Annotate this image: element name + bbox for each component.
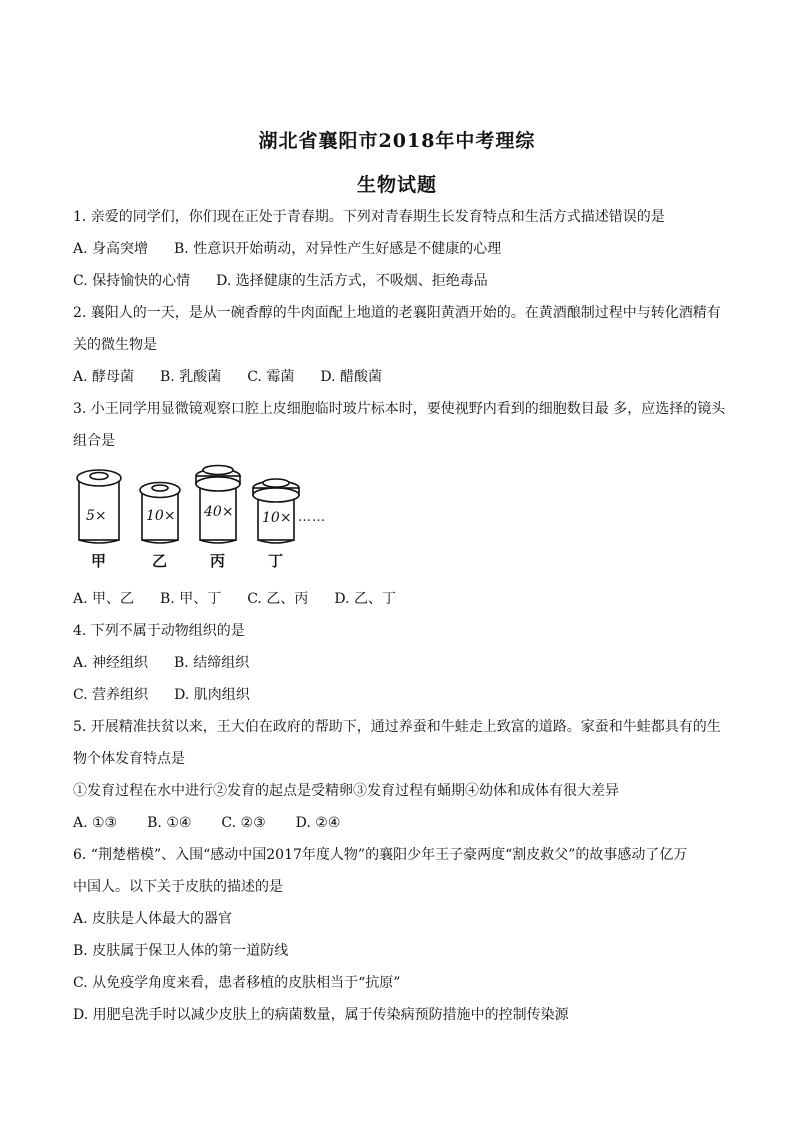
question-6-stem-line-2: 中国人。以下关于皮肤的描述的是 bbox=[73, 879, 283, 895]
q3-option-d: D. 乙、丁 bbox=[334, 591, 396, 607]
question-4-stem: 4. 下列不属于动物组织的是 bbox=[73, 623, 245, 639]
lens-ding-mag: 10× bbox=[262, 510, 292, 526]
question-5-stem-line-1: 5. 开展精准扶贫以来，王大伯在政府的帮助下，通过养蚕和牛蛙走上致富的道路。家蚕和牛蛙都具有的生 bbox=[73, 719, 721, 735]
q6-option-a: A. 皮肤是人体最大的器官 bbox=[73, 911, 233, 927]
lens-bing-mag: 40× bbox=[204, 504, 234, 520]
q4-option-a: A. 神经组织 bbox=[73, 655, 149, 671]
question-6-stem-line-1: 6. “荆楚楷模”、入围“感动中国2017年度人物”的襄阳少年王子豪两度“割皮救父”的故事感动了亿万 bbox=[73, 847, 688, 863]
question-3-options bbox=[73, 590, 733, 608]
question-5-stem-line-2: 物个体发育特点是 bbox=[73, 751, 185, 767]
lens-jia-label: 甲 bbox=[91, 552, 107, 570]
q2-option-c: C. 霉菌 bbox=[247, 369, 295, 385]
lens-jia-mag: 5× bbox=[86, 508, 107, 524]
question-2-options bbox=[73, 368, 733, 386]
q2-option-d: D. 醋酸菌 bbox=[320, 369, 382, 385]
q1-option-b: B. 性意识开始萌动，对异性产生好感是不健康的心理 bbox=[174, 241, 502, 257]
question-5-options bbox=[73, 814, 733, 832]
q4-option-b: B. 结缔组织 bbox=[174, 655, 250, 671]
q6-option-c: C. 从免疫学角度来看，患者移植的皮肤相当于“抗原” bbox=[73, 975, 401, 991]
q5-option-a: A. ①③ bbox=[73, 815, 118, 831]
question-4-options-row-1 bbox=[73, 654, 733, 672]
question-1-options-row-2 bbox=[73, 272, 733, 290]
q6-option-d: D. 用肥皂洗手时以减少皮肤上的病菌数量，属于传染病预防措施中的控制传染源 bbox=[73, 1007, 569, 1023]
q1-option-a: A. 身高突增 bbox=[73, 241, 149, 257]
q6-option-b: B. 皮肤属于保卫人体的第一道防线 bbox=[73, 943, 289, 959]
q1-option-d: D. 选择健康的生活方式，不吸烟、拒绝毒品 bbox=[216, 273, 488, 289]
question-2-stem-line-2: 关的微生物是 bbox=[73, 337, 157, 353]
q3-option-b: B. 甲、丁 bbox=[160, 591, 222, 607]
question-3-stem-line-1: 3. 小王同学用显微镜观察口腔上皮细胞临时玻片标本时，要使视野内看到的细胞数目最 多，应选择的镜头 bbox=[73, 401, 726, 417]
question-3-stem-line-2: 组合是 bbox=[73, 433, 115, 449]
q5-option-b: B. ①④ bbox=[147, 815, 192, 831]
question-5-statements: ①发育过程在水中进行②发育的起点是受精卵③发育过程有蛹期④幼体和成体有很大差异 bbox=[73, 783, 619, 799]
lens-yi-label: 乙 bbox=[152, 552, 168, 570]
q5-option-c: C. ②③ bbox=[221, 815, 266, 831]
question-1-stem: 1. 亲爱的同学们，你们现在正处于青春期。下列对青春期生长发育特点和生活方式描述错误的是 bbox=[73, 209, 665, 225]
question-4-options-row-2 bbox=[73, 686, 733, 704]
q4-option-c: C. 营养组织 bbox=[73, 687, 149, 703]
lens-bing-label: 丙 bbox=[210, 552, 226, 570]
q2-option-a: A. 酵母菌 bbox=[73, 369, 135, 385]
page-subtitle: 生物试题 bbox=[356, 174, 437, 196]
lens-ding-label: 丁 bbox=[268, 552, 284, 570]
q2-option-b: B. 乳酸菌 bbox=[160, 369, 222, 385]
question-1-options-row-1 bbox=[73, 240, 733, 258]
q3-option-c: C. 乙、丙 bbox=[247, 591, 309, 607]
page-title: 湖北省襄阳市2018年中考理综 bbox=[258, 130, 536, 152]
question-2-stem-line-1: 2. 襄阳人的一天，是从一碗香醇的牛肉面配上地道的老襄阳黄酒开始的。在黄酒酿制过程中与转化酒精有 bbox=[73, 305, 721, 321]
figure-ellipsis: …… bbox=[298, 510, 326, 525]
q1-option-c: C. 保持愉快的心情 bbox=[73, 273, 191, 289]
lens-jia-icon bbox=[77, 470, 121, 543]
lens-yi-mag: 10× bbox=[146, 508, 176, 524]
q5-option-d: D. ②④ bbox=[295, 815, 341, 831]
q4-option-d: D. 肌肉组织 bbox=[174, 687, 250, 703]
q3-option-a: A. 甲、乙 bbox=[73, 591, 135, 607]
